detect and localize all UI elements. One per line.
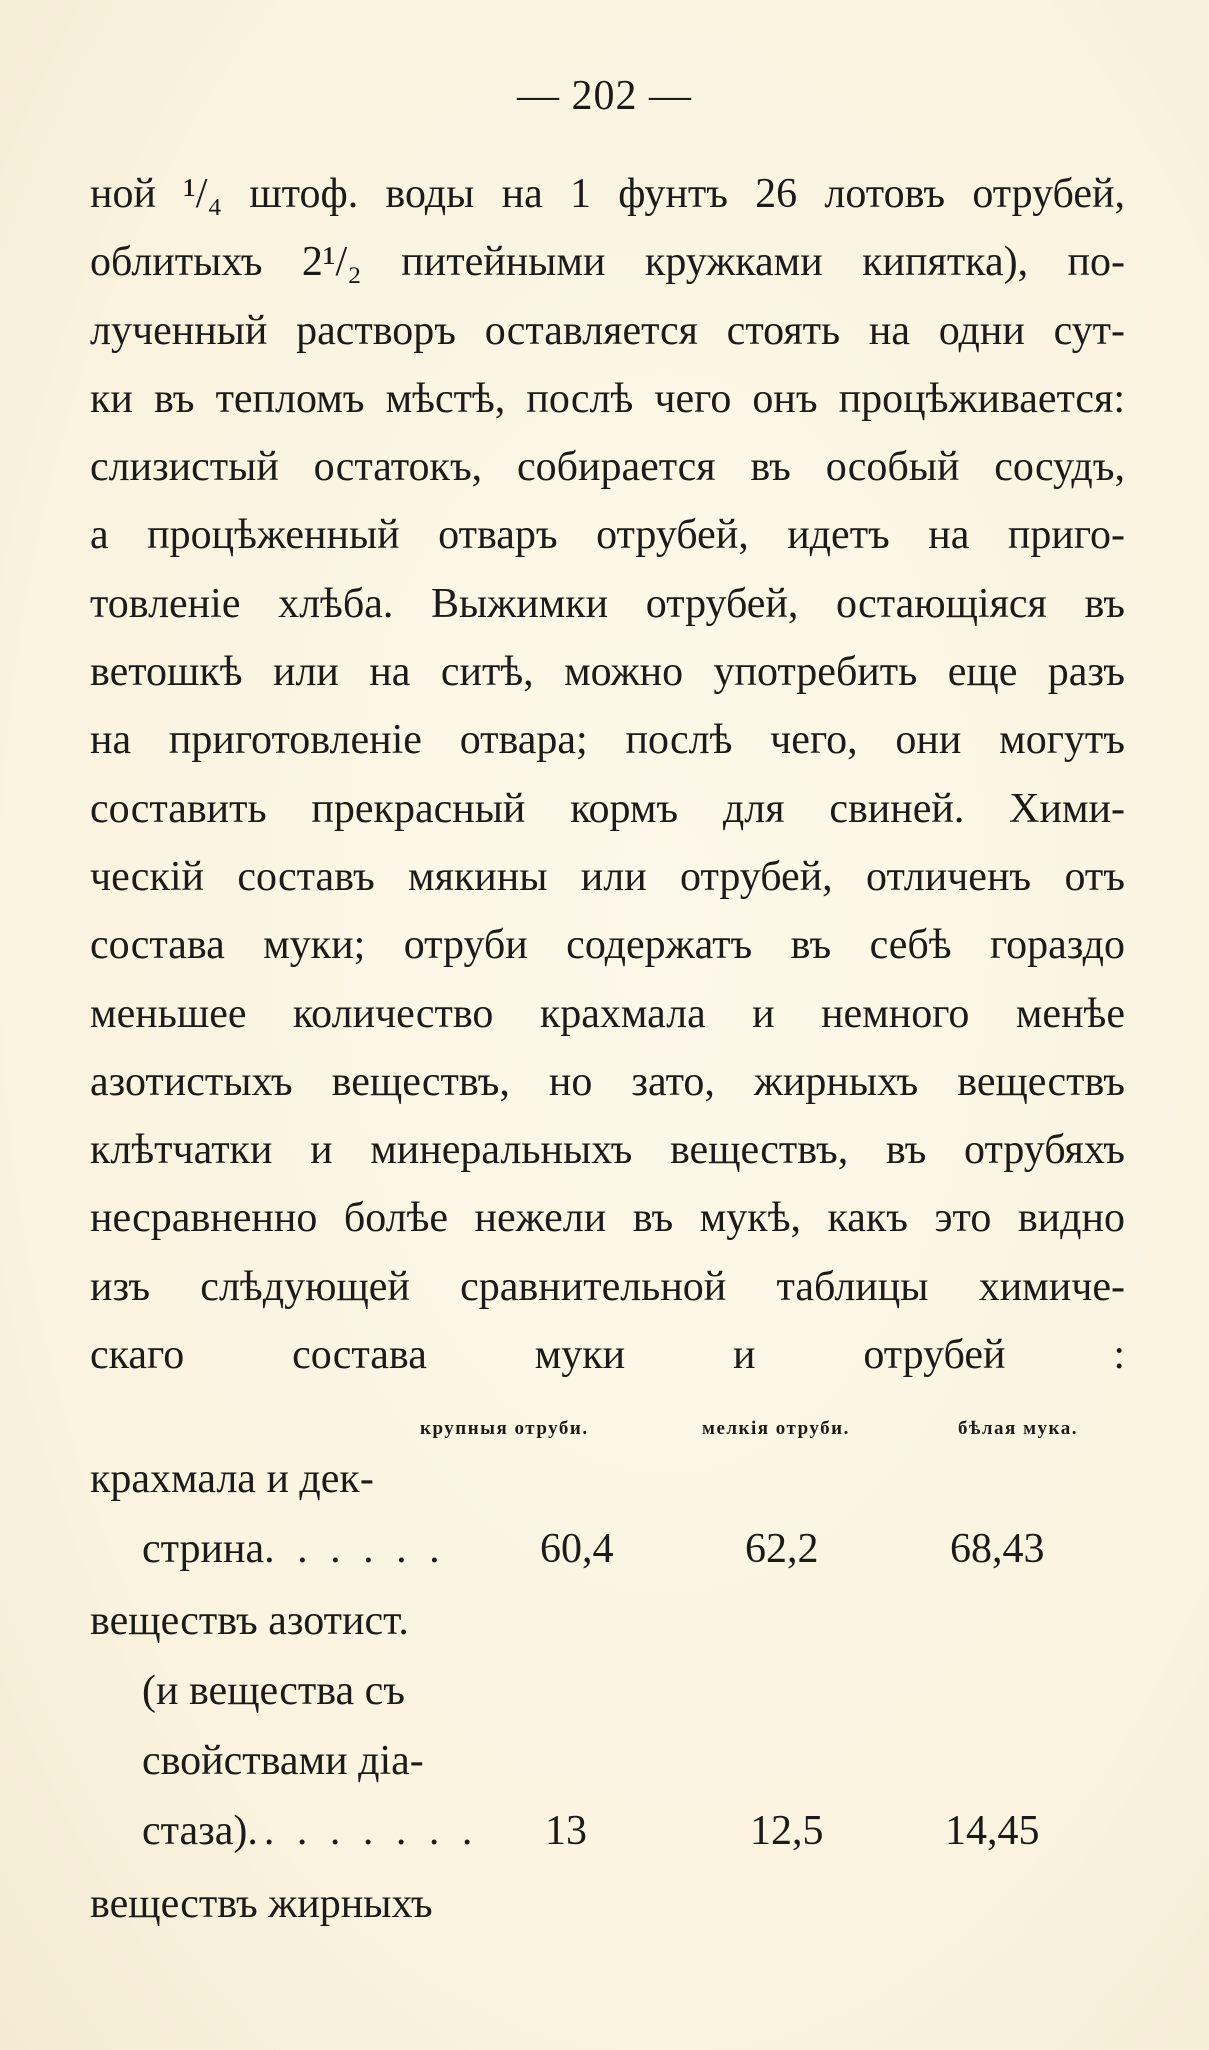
text-line: изъ слѣдующей сравнительной таблицы химиче- [90, 1263, 1125, 1310]
table-row-label: веществъ жирныхъ [90, 1881, 433, 1927]
table-row-label: свойствами діа- [142, 1738, 424, 1784]
table-cell: 14,45 [945, 1808, 1040, 1854]
text-line: а процѣженный отваръ отрубей, идетъ на приго- [90, 512, 1125, 559]
text-line: облитыхъ 2¹/₂ питейными кружками кипятка), по- [90, 239, 1125, 286]
table-column-header: мелкія отруби. [702, 1418, 850, 1439]
text-line: товленіе хлѣба. Выжимки отрубей, остающіяся въ [90, 580, 1125, 627]
text-line: клѣтчатки и минеральныхъ веществъ, въ отрубяхъ [90, 1127, 1125, 1174]
table-row-label [142, 1807, 478, 1855]
text-line: слизистый остатокъ, собирается въ особый сосудъ, [90, 444, 1125, 491]
text-line: составить прекрасный кормъ для свиней. Хими- [90, 785, 1125, 832]
text-line: меньшее количество крахмала и немного менѣе [90, 990, 1125, 1037]
text-line: ческій составъ мякины или отрубей, отличенъ отъ [90, 853, 1125, 900]
body-paragraph [90, 160, 1125, 1458]
page-number: — 202 — [517, 73, 692, 119]
text-line: состава муки; отруби содержатъ въ себѣ гораздо [90, 922, 1125, 969]
leader-dots: .. . . . . . . [247, 1808, 479, 1854]
table-row-label-text: стаза) [142, 1808, 248, 1854]
table-row-label: (и вещества съ [142, 1668, 405, 1714]
text-line: несравненно болѣе нежели въ мукѣ, какъ это видно [90, 1195, 1125, 1242]
table-cell: 60,4 [540, 1526, 614, 1572]
text-line: лученный растворъ оставляется стоять на одни сут- [90, 307, 1125, 354]
table-row-label: крахмала и дек- [90, 1456, 374, 1502]
text-line: ветошкѣ или на ситѣ, можно употребить еще разъ [90, 649, 1125, 696]
leader-dots: . . . . . . [264, 1526, 446, 1572]
table-column-header: бѣлая мука. [958, 1418, 1078, 1439]
table-row-label [142, 1525, 446, 1573]
text-line: на приготовленіе отвара; послѣ чего, они могутъ [90, 717, 1125, 764]
table-cell: 62,2 [745, 1526, 819, 1572]
text-line: скаго состава муки и отрубей : [90, 1332, 1125, 1379]
table-column-header: крупныя отруби. [420, 1418, 589, 1439]
text-line: азотистыхъ веществъ, но зато, жирныхъ веществъ [90, 1058, 1125, 1105]
text-line: ной ¹/₄ штоф. воды на 1 фунтъ 26 лотовъ отрубей, [90, 171, 1125, 217]
table-row-label-text: стрина [142, 1526, 265, 1572]
table-cell: 68,43 [950, 1526, 1045, 1572]
table-cell: 13 [545, 1808, 587, 1854]
table-cell: 12,5 [750, 1808, 824, 1854]
table-row-label: веществъ азотист. [90, 1598, 409, 1644]
text-line: ки въ тепломъ мѣстѣ, послѣ чего онъ процѣживается: [90, 375, 1125, 422]
